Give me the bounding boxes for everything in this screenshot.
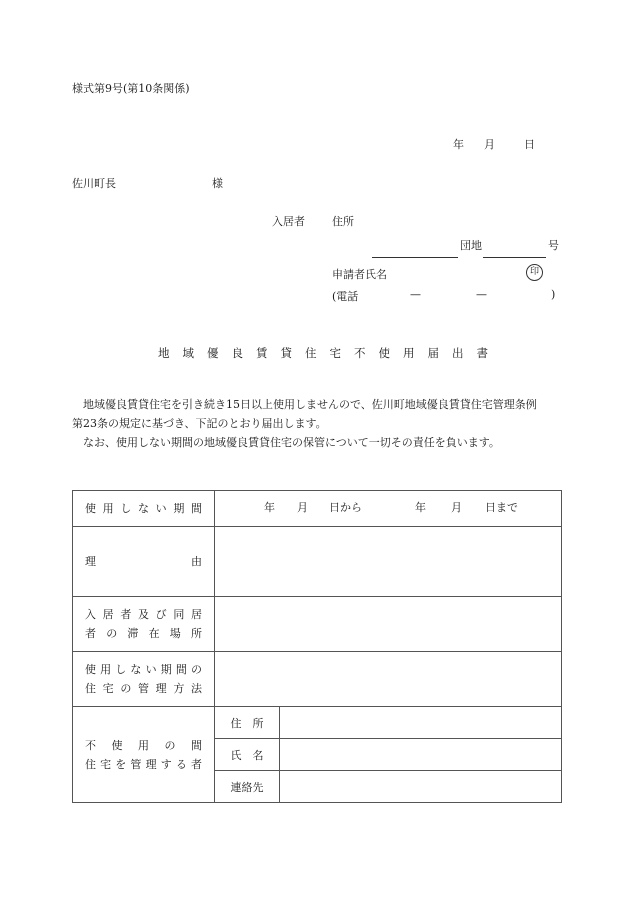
management-label-line-1: 使用しない期間の <box>85 663 202 676</box>
whereabouts-label-line-1: 入居者及び同居 <box>85 608 202 621</box>
seal-mark: 印 <box>526 264 543 281</box>
reason-value-cell[interactable] <box>215 527 562 597</box>
whereabouts-value-cell[interactable] <box>215 597 562 652</box>
document-title: 地域優良賃貸住宅不使用届出書 <box>158 346 501 360</box>
reason-label-part-2: 由 <box>191 555 202 568</box>
period-from-year: 年 <box>264 501 275 514</box>
phone-close-label: ) <box>551 288 556 301</box>
period-value-cell[interactable] <box>215 491 562 527</box>
manager-address-label: 住 所 <box>215 707 280 739</box>
date-day-label: 日 <box>524 138 535 151</box>
period-from-month: 月 <box>297 501 308 514</box>
danchi-label: 団地 <box>460 239 482 252</box>
phone-dash-1: — <box>410 288 421 301</box>
period-from-day: 日から <box>329 501 362 514</box>
manager-contact-label: 連絡先 <box>215 771 280 803</box>
management-label-line-2: 住宅の管理方法 <box>85 682 202 695</box>
phone-open-label: (電話 <box>332 290 359 303</box>
manager-address-value[interactable] <box>280 707 562 739</box>
body-line-1: 地域優良賃貸住宅を引き続き15日以上使用しませんので、佐川町地域優良賃貸住宅管理条例 <box>83 398 537 411</box>
form-table <box>72 490 562 803</box>
reason-label <box>85 552 214 571</box>
form-number: 様式第9号(第10条関係) <box>72 82 190 95</box>
number-underline[interactable] <box>483 257 546 258</box>
address-label: 住所 <box>332 215 354 228</box>
manager-label-line-2: 住宅を管理する者 <box>85 757 202 771</box>
phone-dash-2: — <box>476 288 487 301</box>
date-month-label: 月 <box>484 138 495 151</box>
period-label: 使用しない期間 <box>85 502 202 515</box>
body-text <box>72 395 570 452</box>
whereabouts-label-cell <box>73 597 215 652</box>
period-label-cell <box>73 491 215 527</box>
whereabouts-label-line-2: 者の滞在場所 <box>85 627 202 640</box>
applicant-name-label: 申請者氏名 <box>332 268 387 281</box>
body-line-2: 第23条の規定に基づき、下記のとおり届出します。 <box>72 417 327 430</box>
body-line-3: なお、使用しない期間の地域優良賃貸住宅の保管について一切その責任を負います。 <box>83 436 500 449</box>
manager-name-label: 氏 名 <box>215 739 280 771</box>
management-label-cell <box>73 652 215 707</box>
period-to-month: 月 <box>451 501 462 514</box>
manager-label-cell <box>73 707 215 803</box>
resident-label: 入居者 <box>272 215 305 228</box>
manager-label-line-1: 不使用の間 <box>85 738 202 752</box>
period-to-year: 年 <box>415 501 426 514</box>
manager-name-value[interactable] <box>280 739 562 771</box>
management-value-cell[interactable] <box>215 652 562 707</box>
danchi-underline[interactable] <box>372 257 458 258</box>
period-to-day: 日まで <box>485 501 518 514</box>
addressee-name: 佐川町長 <box>72 177 116 190</box>
number-label: 号 <box>548 239 559 252</box>
reason-label-part-1: 理 <box>85 555 96 568</box>
addressee-honorific: 様 <box>212 177 223 190</box>
reason-label-cell <box>73 527 215 597</box>
date-year-label: 年 <box>453 138 464 151</box>
manager-contact-value[interactable] <box>280 771 562 803</box>
